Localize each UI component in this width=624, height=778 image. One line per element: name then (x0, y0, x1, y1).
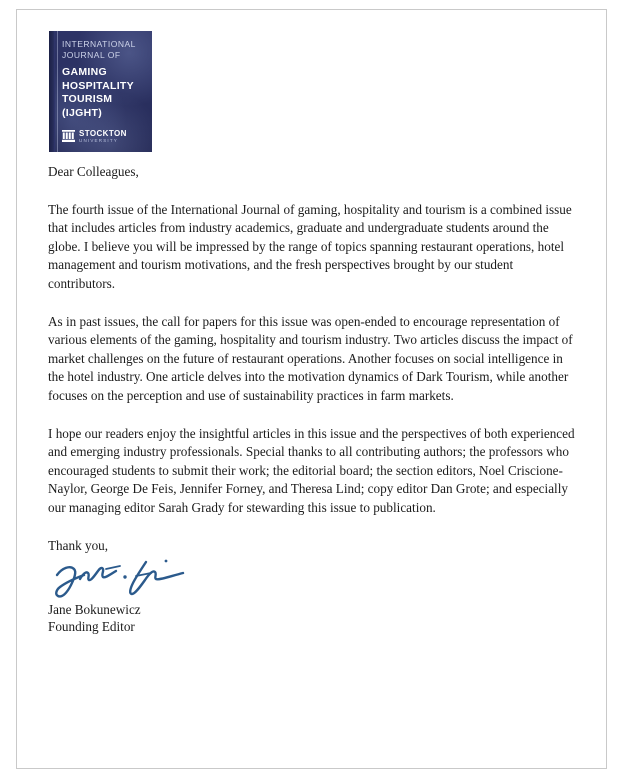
cover-text-block (62, 39, 148, 120)
cover-title-gaming: GAMING (62, 66, 107, 78)
cover-title-hospitality: HOSPITALITY (62, 79, 134, 92)
cover-line-journal-of: JOURNAL OF (62, 50, 121, 60)
cover-line-international: INTERNATIONAL (62, 39, 136, 49)
journal-cover-image (49, 31, 152, 152)
stockton-columns-icon (62, 130, 75, 142)
letter-paragraph-3: I hope our readers enjoy the insightful articles in this issue and the perspectives of both experienced and emerging industry professionals. Special thanks to all contributing authors; the professors who encouraged students to submit their work; the editorial board; the section editors, Noel Criscione-Naylor, George De Feis, Jennifer Forney, and Theresa Lind; copy editor Dan Grote; and especially our managing editor Sarah Grady for stewarding this issue to publication. (48, 425, 575, 515)
cover-title-block (62, 66, 148, 120)
letter-body (48, 163, 576, 635)
stockton-subtitle: UNIVERSITY (79, 137, 119, 143)
handwritten-signature (50, 557, 210, 601)
stockton-university-logo (62, 130, 127, 144)
letter-paragraph-1: The fourth issue of the International Journal of gaming, hospitality and tourism is a combined issue that includes articles from industry academics, graduate and undergraduate students around the globe. I believe you will be impressed by the range of topics spanning restaurant operations, hotel management and tourism motivations, and the fresh perspectives brought by our student contributors. (48, 201, 572, 291)
letter-salutation: Dear Colleagues, (48, 164, 139, 179)
cover-title-acronym: (IJGHT) (62, 106, 103, 119)
signature-name: Jane Bokunewicz (48, 602, 141, 618)
cover-vertical-rule (57, 31, 58, 152)
signature-role: Founding Editor (48, 619, 135, 635)
letter-paragraph-2: As in past issues, the call for papers for this issue was open-ended to encourage representation of various elements of the gaming, hospitality and tourism industry. Two articles discuss the impact of market challenges on the future of restaurant operations. Another focuses on social intelligence in the hotel industry. One article delves into the motivation dynamics of Dark Tourism, while another focuses on the perception and use of sustainability practices in farm markets. (48, 313, 573, 403)
cover-spine-edge (49, 31, 55, 152)
cover-title-tourism: TOURISM (62, 93, 113, 105)
stockton-wordmark (79, 130, 127, 144)
letter-closing: Thank you, (48, 537, 109, 553)
signature-area (48, 557, 576, 601)
stockton-name: STOCKTON (79, 128, 127, 138)
